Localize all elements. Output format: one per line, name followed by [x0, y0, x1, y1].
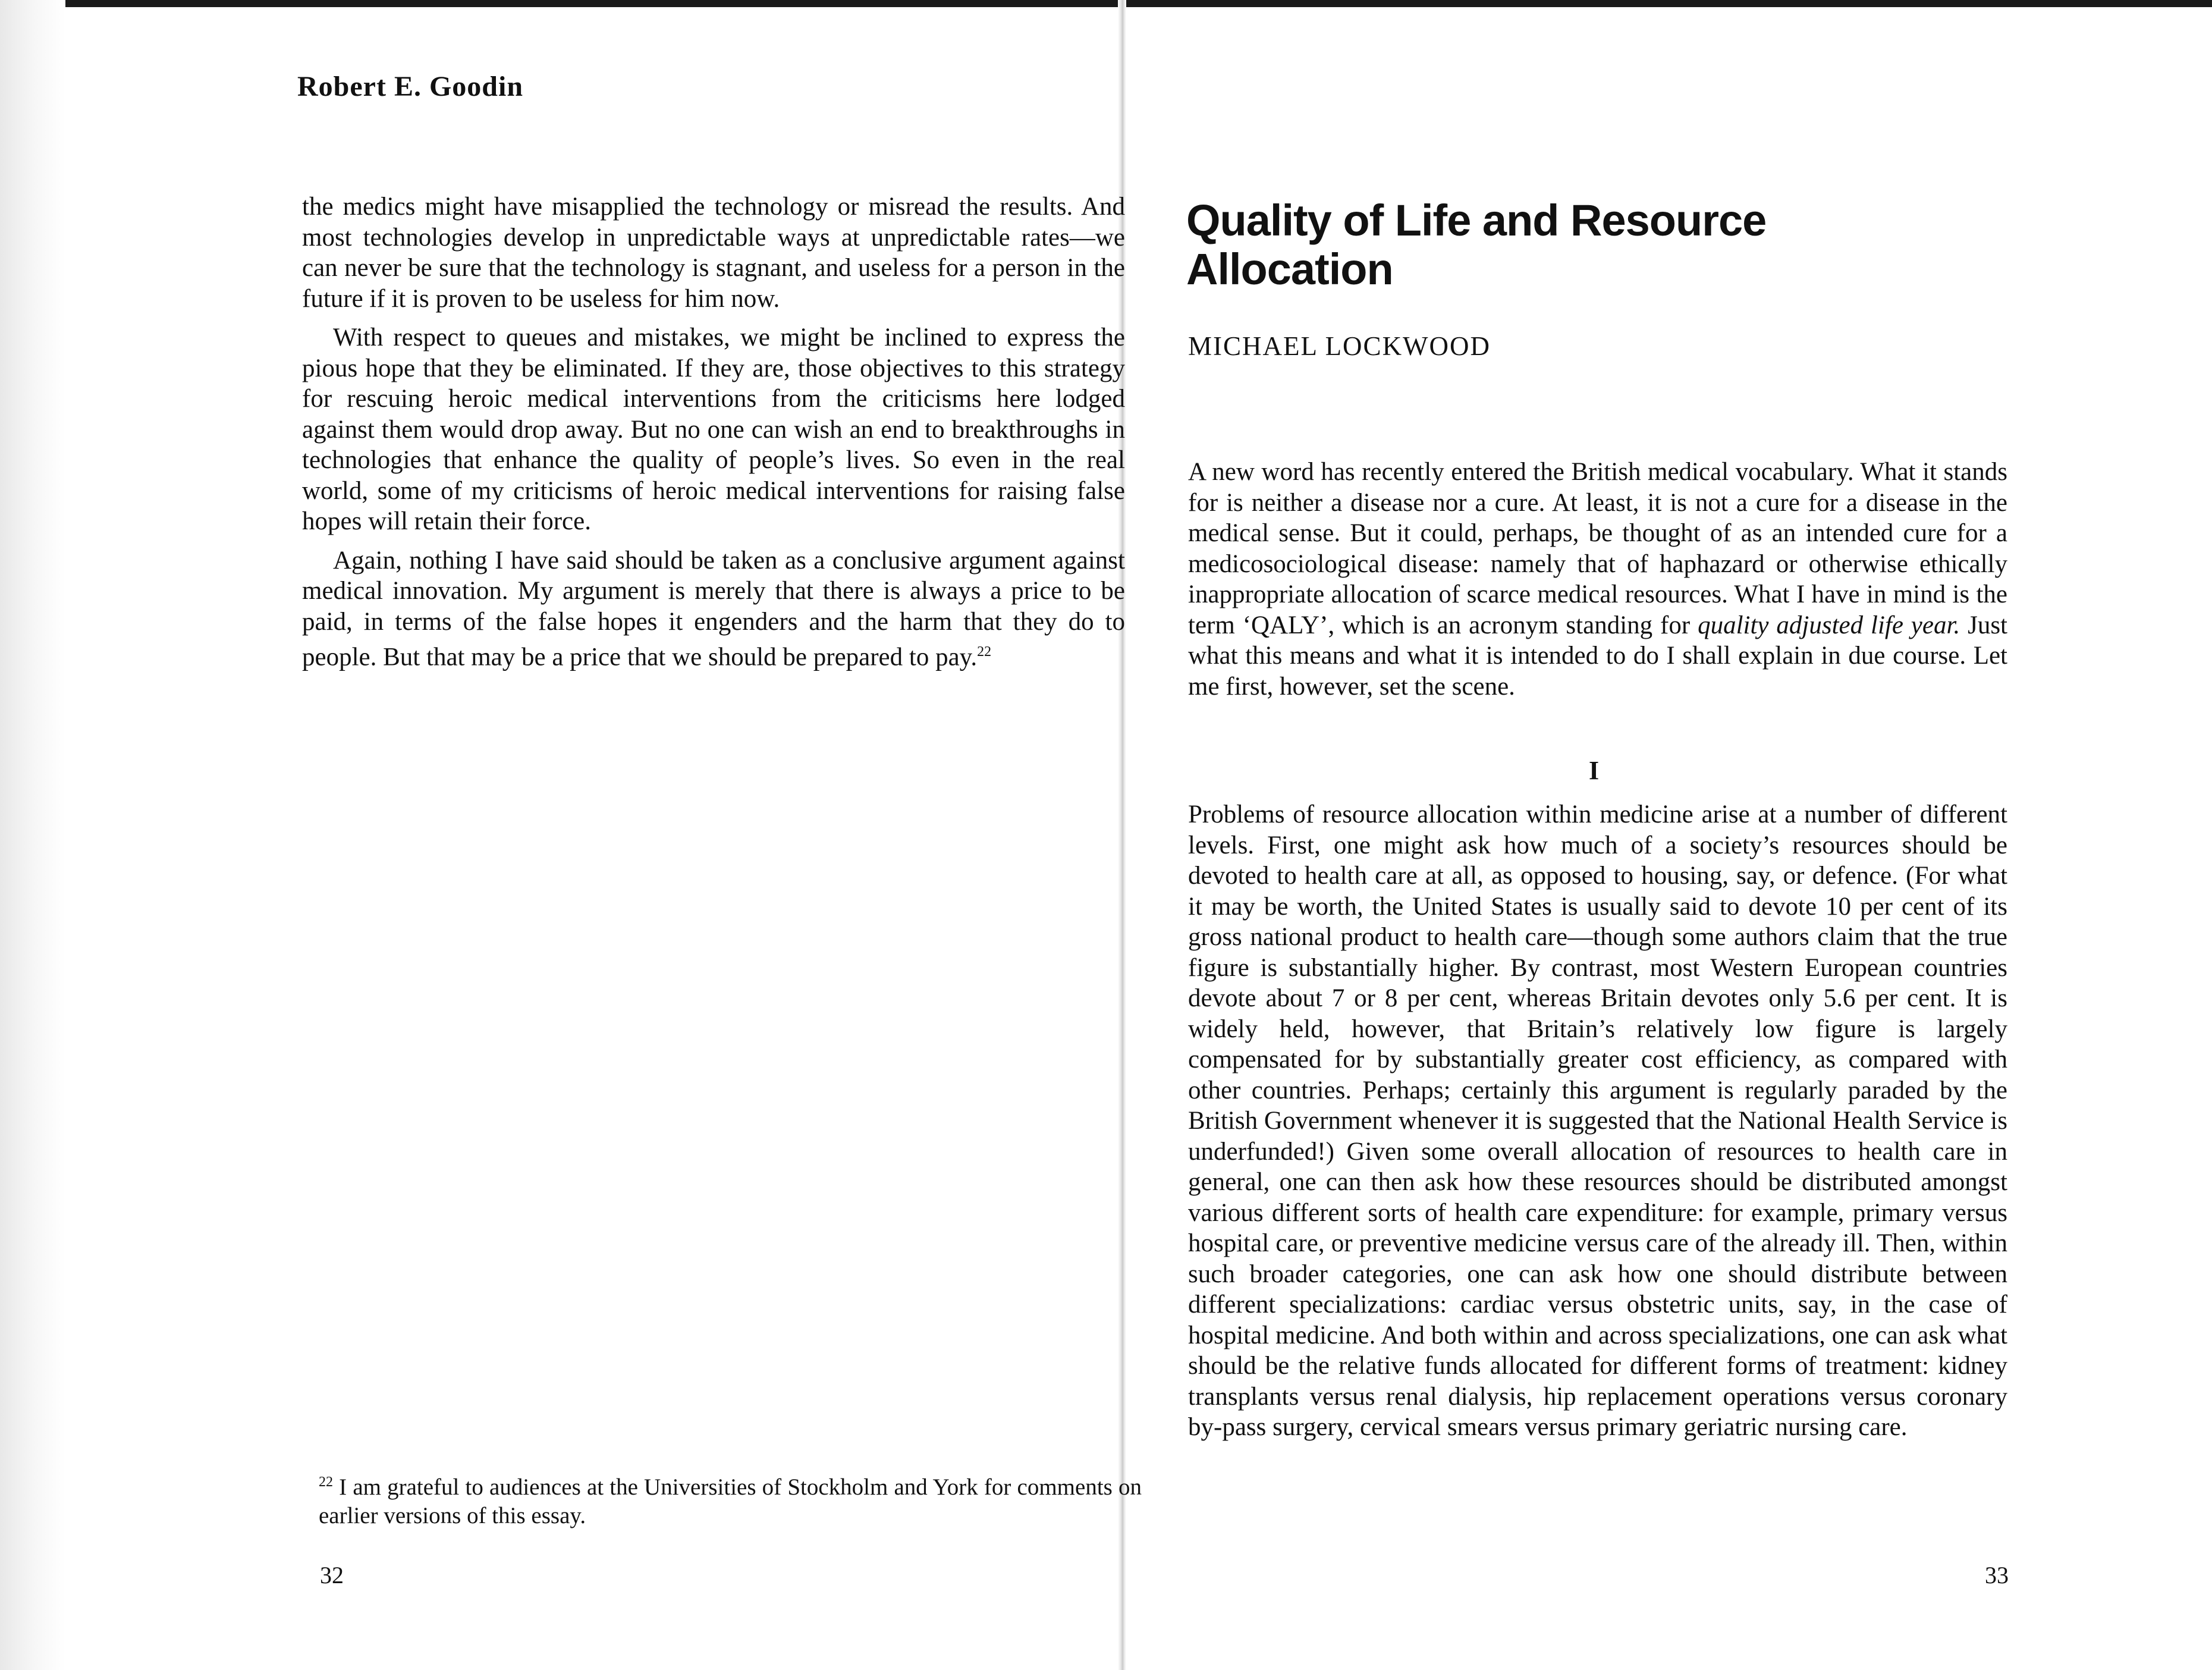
- paragraph: [302, 545, 1125, 673]
- intro-paragraph: [1188, 457, 2007, 702]
- intro-text-end: Just what this means and what it is intended to do I shall explain in due course. Let me first, however, set the scene.: [1188, 611, 2008, 701]
- article-title: Quality of Life and Resource Allocation: [1186, 196, 1767, 294]
- intro-text-start: A new word has recently entered the British medical vocabulary. What it stands for is neither a disease nor a cure. At least, it is not a cure for a disease in the medical sense. But it could, perhaps, be thought of as an intended cure for a medicosociological disease: namely that of haphazard or otherwise ethically inappropriate allocation of scarce medical resources. What I have in mind is the term ‘QALY’, which is an acronym standing for: [1188, 458, 2007, 639]
- paragraph: the medics might have misapplied the technology or misread the results. And most technologies develop in unpredictable ways at unpredictable rates—we can never be sure that the technology is stagnant, and useless for a person in the future if it is proven to be useless for him now.: [302, 193, 1125, 313]
- footnote-reference: 22: [977, 644, 992, 660]
- article-author: MICHAEL LOCKWOOD: [1188, 331, 1491, 361]
- running-head: Robert E. Goodin: [297, 71, 524, 102]
- footnote-text: I am grateful to audiences at the Universities of Stockholm and York for comments on earlier versions of this essay.: [319, 1474, 1142, 1528]
- footnote: [319, 1468, 1142, 1530]
- left-page-body: [302, 192, 1125, 673]
- paragraph: With respect to queues and mistakes, we might be inclined to express the pious hope that they be eliminated. If they are, those objectives to this strategy for rescuing heroic medical interventions from the criticisms here lodged against them would drop away. But no one can wish an end to breakthroughs in technologies that enhance the quality of people’s lives. So even in the real world, some of my criticisms of heroic medical interventions for raising false hopes will retain their force.: [302, 324, 1125, 535]
- footnote-number: 22: [319, 1474, 333, 1490]
- paragraph-text: Again, nothing I have said should be taken as a conclusive argument against medical innovation. My argument is merely that there is always a price to be paid, in terms of the false hopes it engenders and the harm that they do to people. But that may be a price that we should be prepared to pay.: [302, 546, 1125, 671]
- intro-italic-term: quality adjusted life year.: [1698, 611, 1960, 639]
- page-number-right: 33: [1985, 1562, 2009, 1589]
- section-paragraph: Problems of resource allocation within medicine arise at a number of different levels. First, one might ask how much of a society’s resources should be devoted to health care at all, as opposed to housing, say, or defence. (For what it may be worth, the United States is usually said to devote 10 per cent of its gross national product to health care—though some authors claim that the true figure is substantially higher. By contrast, most Western European countries devote about 7 or 8 per cent, whereas Britain devotes only 5.6 per cent. It is widely held, however, that Britain’s relatively low figure is largely compensated for by substantially greater cost efficiency, as compared with other countries. Perhaps; certainly this argument is regularly paraded by the British Government whenever it is suggested that the National Health Service is underfunded!) Given some overall allocation of resources to health care in general, one can then ask how these resources should be distributed amongst various different sorts of health care expenditure: for example, primary versus hospital care, or preventive medicine versus care of the already ill. Then, within such broader categories, one can ask how one should distribute between different specializations: cardiac versus obstetric units, say, in the case of hospital medicine. And both within and across specializations, one can ask what should be the relative funds allocated for different forms of treatment: kidney transplants versus renal dialysis, hip replacement operations versus coronary by-pass surgery, cervical smears versus primary geriatric nursing care.: [1188, 801, 2007, 1441]
- section-numeral: I: [1589, 756, 1600, 785]
- page-number-left: 32: [320, 1562, 344, 1589]
